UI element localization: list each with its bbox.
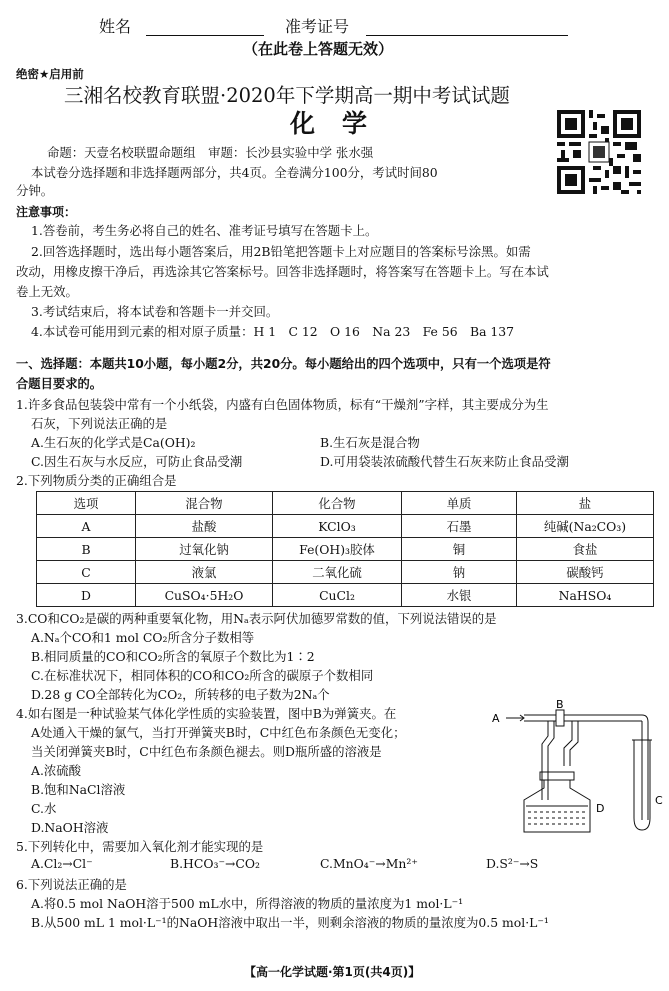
- table-row: [37, 538, 654, 561]
- notice-heading: 注意事项：: [16, 205, 77, 219]
- table-row: [37, 515, 654, 538]
- exam-title: 三湘名校教育联盟·2020年下学期高一期中考试试题: [64, 84, 510, 107]
- q4-stem: 4.如右图是一种试验某气体化学性质的实验装置，图中B为弹簧夹。在: [16, 706, 397, 721]
- name-label: 姓名: [99, 17, 132, 36]
- spring-clamp: [556, 710, 564, 726]
- table-cell: 铜: [402, 538, 517, 561]
- table-cell: CuSO₄·5H₂O: [136, 584, 273, 607]
- answer-invalid-note: （在此卷上答题无效）: [243, 40, 394, 58]
- table-cell: C: [37, 561, 136, 584]
- table-cell: 水银: [402, 584, 517, 607]
- table-cell: 液氯: [136, 561, 273, 584]
- q1-stem: 1.许多食品包装袋中常有一个小纸袋，内盛有白色固体物质，标有“干燥剂”字样，其主要成分为生: [16, 397, 549, 412]
- table-cell: 盐酸: [136, 515, 273, 538]
- table-cell: KClO₃: [273, 515, 402, 538]
- notice-item-2-end: 卷上无效。: [16, 284, 78, 299]
- table-header-cell: 化合物: [273, 492, 402, 515]
- q4-option-d: D.NaOH溶液: [31, 820, 109, 835]
- table-cell: D: [37, 584, 136, 607]
- label-c: C: [655, 794, 663, 807]
- section1-heading-cont: 合题目要求的。: [16, 377, 103, 391]
- q3-option-d: D.28 g CO全部转化为CO₂，所转移的电子数为2Nₐ个: [31, 687, 330, 702]
- q6-option-b: B.从500 mL 1 mol·L⁻¹的NaOH溶液中取出一半，则剩余溶液的物质的量浓度为0.5 mol·L⁻¹: [31, 915, 549, 930]
- section1-heading: 一、选择题：本题共10小题，每小题2分，共20分。每小题给出的四个选项中，只有一个选项是符: [16, 357, 551, 371]
- notice-item-1: 1.答卷前，考生务必将自己的姓名、准考证号填写在答题卡上。: [31, 223, 378, 238]
- exam-id-underline: [366, 35, 568, 36]
- table-row: [37, 561, 654, 584]
- table-header-cell: 单质: [402, 492, 517, 515]
- exam-id-label: 准考证号: [285, 17, 350, 36]
- subject-title: 化 学: [290, 109, 369, 138]
- q1-option-c: C.因生石灰与水反应，可防止食品受潮: [31, 454, 243, 469]
- table-cell: 纯碱(Na₂CO₃): [517, 515, 654, 538]
- q4-stem-cont2: 当关闭弹簧夹B时，C中红色布条颜色褪去。则D瓶所盛的溶液是: [31, 744, 382, 759]
- table-cell: CuCl₂: [273, 584, 402, 607]
- q1-option-d: D.可用袋装浓硫酸代替生石灰来防止食品受潮: [320, 454, 569, 469]
- table-header-cell: 混合物: [136, 492, 273, 515]
- name-underline: [146, 35, 264, 36]
- table-cell: 石墨: [402, 515, 517, 538]
- q5-stem: 5.下列转化中，需要加入氧化剂才能实现的是: [16, 839, 264, 854]
- q5-option-d: D.S²⁻→S: [486, 856, 539, 871]
- q4-option-a: A.浓硫酸: [31, 763, 82, 778]
- table-cell: A: [37, 515, 136, 538]
- q4-option-b: B.饱和NaCl溶液: [31, 782, 126, 797]
- page-footer: 【高一化学试题·第1页(共4页)】: [244, 965, 421, 979]
- q3-option-b: B.相同质量的CO和CO₂所含的氧原子个数比为1∶2: [31, 649, 315, 664]
- q3-stem: 3.CO和CO₂是碳的两种重要氧化物，用Nₐ表示阿伏加德罗常数的值，下列说法错误的是: [16, 611, 497, 626]
- q6-stem: 6.下列说法正确的是: [16, 877, 127, 892]
- table-cell: 过氧化钠: [136, 538, 273, 561]
- notice-item-4: 4.本试卷可能用到元素的相对原子质量：H 1 C 12 O 16 Na 23 Fe 56 Ba 137: [31, 324, 515, 339]
- table-row: [37, 584, 654, 607]
- label-d: D: [596, 802, 605, 815]
- table-cell: B: [37, 538, 136, 561]
- q4-stem-cont1: A处通入干燥的氯气，当打开弹簧夹B时，C中红色布条颜色无变化；: [31, 725, 406, 740]
- q2-stem: 2.下列物质分类的正确组合是: [16, 473, 177, 488]
- table-cell: 食盐: [517, 538, 654, 561]
- classification-table: [36, 491, 654, 607]
- q1-option-b: B.生石灰是混合物: [320, 435, 420, 450]
- table-cell: 钠: [402, 561, 517, 584]
- q1-stem-cont: 石灰，下列说法正确的是: [31, 416, 168, 431]
- q1-option-a: A.生石灰的化学式是Ca(OH)₂: [31, 435, 196, 450]
- q5-option-c: C.MnO₄⁻→Mn²⁺: [320, 856, 418, 871]
- intro-line2: 分钟。: [16, 183, 54, 198]
- table-cell: NaHSO₄: [517, 584, 654, 607]
- notice-item-3: 3.考试结束后，将本试卷和答题卡一并交回。: [31, 304, 279, 319]
- label-b: B: [556, 700, 564, 711]
- table-cell: 二氧化硫: [273, 561, 402, 584]
- q3-option-c: C.在标准状况下，相同体积的CO和CO₂所含的碳原子个数相同: [31, 668, 374, 683]
- table-header-row: [37, 492, 654, 515]
- qr-code: [557, 110, 641, 194]
- notice-item-2-cont: 改动，用橡皮擦干净后，再选涂其它答案标号。回答非选择题时，将答案写在答题卡上。写在本试: [16, 264, 549, 279]
- table-header-cell: 选项: [37, 492, 136, 515]
- table-header-cell: 盐: [517, 492, 654, 515]
- confidential-mark: 绝密★启用前: [16, 67, 84, 81]
- q6-option-a: A.将0.5 mol NaOH溶于500 mL水中，所得溶液的物质的量浓度为1 mol·L⁻¹: [31, 896, 464, 911]
- q3-option-a: A.Nₐ个CO和1 mol CO₂所含分子数相等: [31, 630, 255, 645]
- q4-option-c: C.水: [31, 801, 57, 816]
- q5-option-a: A.Cl₂→Cl⁻: [31, 856, 93, 871]
- q5-option-b: B.HCO₃⁻→CO₂: [170, 856, 260, 871]
- exam-authors: 命题：天壹名校联盟命题组 审题：长沙县实验中学 张水强: [47, 145, 374, 160]
- notice-item-2: 2.回答选择题时，选出每小题答案后，用2B铅笔把答题卡上对应题目的答案标号涂黑。如需: [31, 244, 531, 259]
- intro-line1: 本试卷分选择题和非选择题两部分，共4页。全卷满分100分，考试时间80: [31, 165, 438, 180]
- experiment-apparatus-figure: [484, 700, 664, 848]
- table-cell: Fe(OH)₃胶体: [273, 538, 402, 561]
- label-a: A: [492, 712, 500, 725]
- table-cell: 碳酸钙: [517, 561, 654, 584]
